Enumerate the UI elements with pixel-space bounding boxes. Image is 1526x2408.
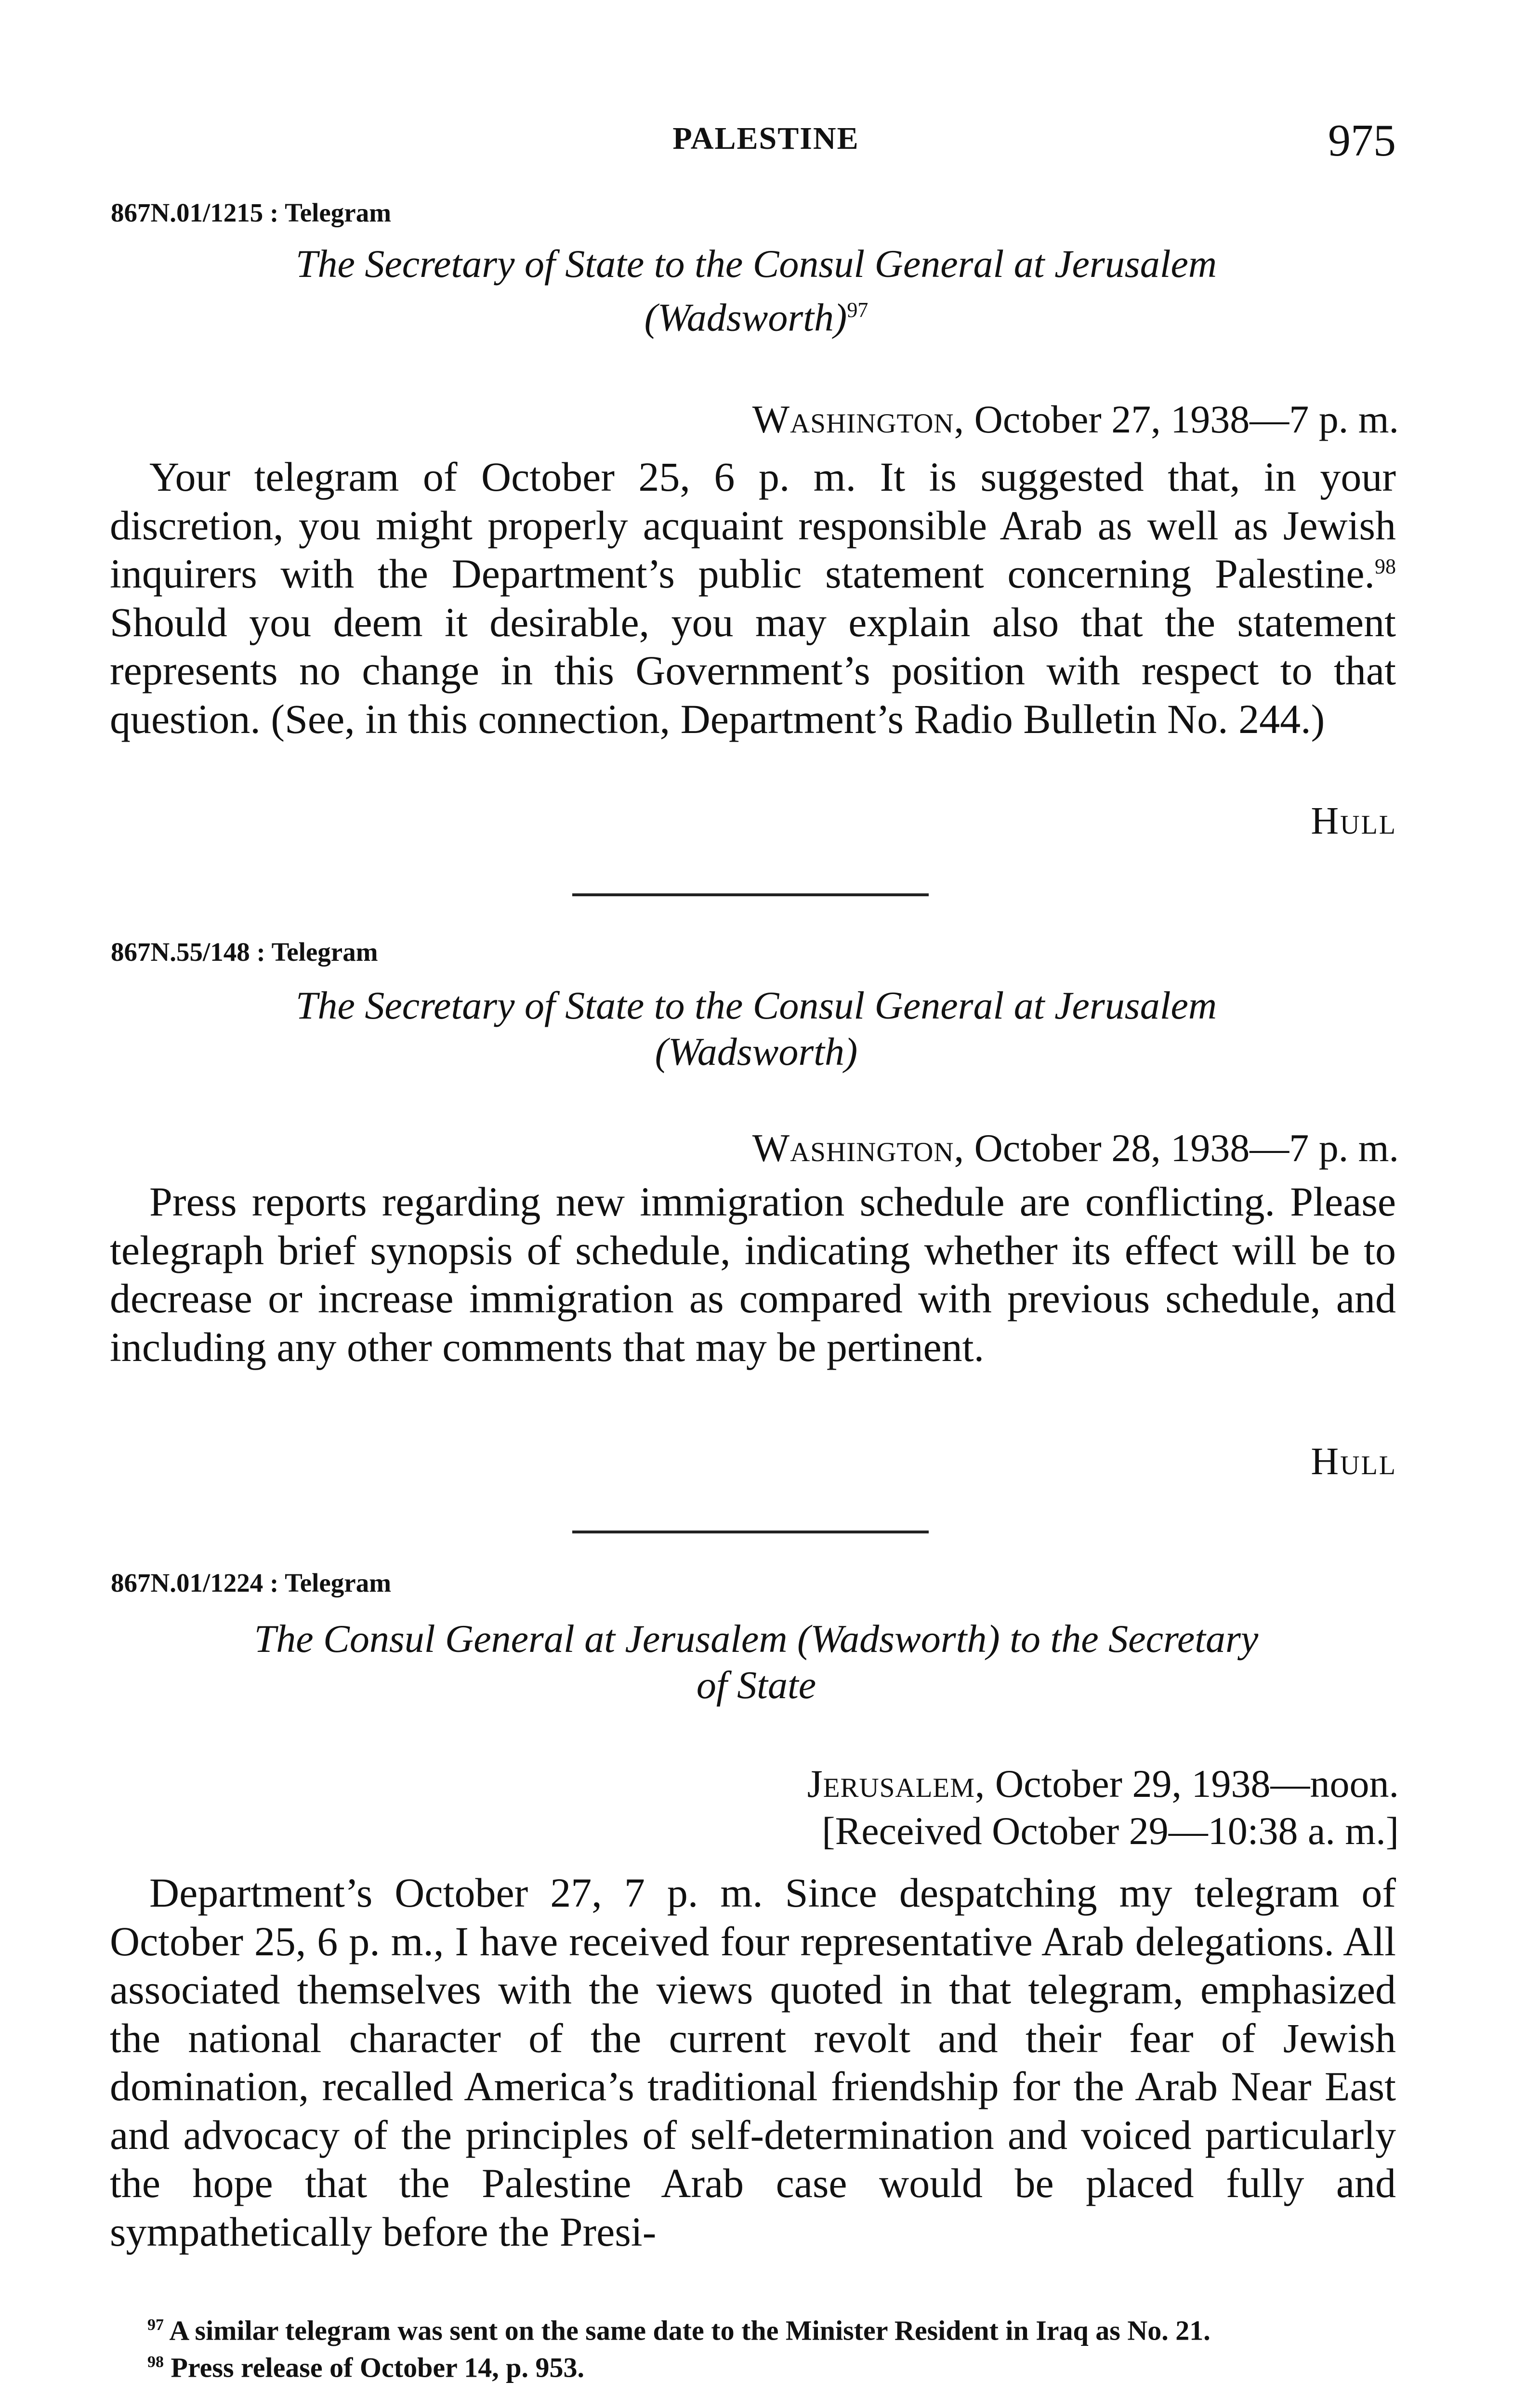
signature: Hull <box>1311 1440 1397 1483</box>
file-reference: 867N.01/1224 : Telegram <box>111 1568 392 1597</box>
dateline-date: October 27, 1938—7 p. m. <box>964 397 1399 441</box>
heading-line: of State <box>696 1663 816 1707</box>
dateline-place: Washington, <box>752 397 965 441</box>
dateline-place: Washington, <box>752 1126 965 1170</box>
section-divider <box>572 893 929 896</box>
dateline-place: Jerusalem, <box>807 1762 986 1806</box>
footnote-marker: 97 <box>847 298 868 322</box>
body-text: Should you deem it desirable, you may explain also that the statement represents no change in this Government’s position with respect to that question. (See, in this connection, Department’s Radio Bulletin No. 244.) <box>110 599 1396 742</box>
footnote-mark: 98 <box>147 2353 164 2371</box>
section-divider <box>572 1531 929 1533</box>
heading-line: (Wadsworth) <box>655 1030 858 1073</box>
file-reference: 867N.55/148 : Telegram <box>111 937 378 967</box>
signature: Hull <box>1311 800 1397 842</box>
heading-line <box>116 287 1397 340</box>
footnote-text: A similar telegram was sent on the same date to the Minister Resident in Iraq as No. 21. <box>169 2315 1210 2346</box>
page-number: 975 <box>1328 116 1396 166</box>
heading-line: The Consul General at Jerusalem (Wadsworth) to the Secretary <box>254 1617 1259 1661</box>
footnote-text: Press release of October 14, p. 953. <box>171 2352 585 2383</box>
dateline <box>752 396 1399 443</box>
dateline <box>752 1125 1399 1172</box>
footnote-mark: 97 <box>147 2316 164 2334</box>
footnotes <box>110 2309 1396 2384</box>
heading-line: The Secretary of State to the Consul General at Jerusalem <box>295 242 1217 286</box>
document-heading <box>116 241 1397 340</box>
paragraph: Press reports regarding new immigration schedule are conflicting. Please telegraph brief synopsis of schedule, indicating whether its effect will be to decrease or increase immigration as compared with previous schedule, and including any other comments that may be pertinent. <box>110 1178 1396 1370</box>
footnote <box>110 2309 1396 2346</box>
telegram-body <box>110 1869 1396 2256</box>
paragraph <box>110 453 1396 743</box>
heading-line-text: (Wadsworth) <box>644 295 847 340</box>
dateline-date: October 29, 1938—noon. <box>985 1762 1399 1806</box>
paragraph: Department’s October 27, 7 p. m. Since despatching my telegram of October 25, 6 p. m., I have received four representative Arab delegations. All associated themselves with the views quoted in that telegram, emphasized the national character of the current revolt and their fear of Jewish domination, recalled America’s traditional friendship for the Arab Near East and advocacy of the principles of self-determination and voiced particularly the hope that the Palestine Arab case would be placed fully and sympathetically before the Presi- <box>110 1870 1396 2255</box>
telegram-body <box>110 453 1396 743</box>
heading-line: The Secretary of State to the Consul General at Jerusalem <box>295 983 1217 1027</box>
received-note: [Received October 29—10:38 a. m.] <box>822 1809 1399 1853</box>
file-reference: 867N.01/1215 : Telegram <box>111 198 392 227</box>
document-heading <box>116 982 1397 1075</box>
document-heading <box>116 1616 1397 1708</box>
dateline <box>807 1760 1399 1855</box>
telegram-body <box>110 1178 1396 1371</box>
dateline-date: October 28, 1938—7 p. m. <box>964 1126 1399 1170</box>
dateline-line <box>807 1760 1399 1807</box>
footnote-marker: 98 <box>1375 554 1396 578</box>
running-head-title: PALESTINE <box>672 121 859 156</box>
footnote <box>110 2346 1396 2383</box>
body-text: Your telegram of October 25, 6 p. m. It is suggested that, in your discretion, you might properly acquaint responsible Arab as well as Jewish inquirers with the Department’s public statement concerning Palestine. <box>110 454 1396 597</box>
